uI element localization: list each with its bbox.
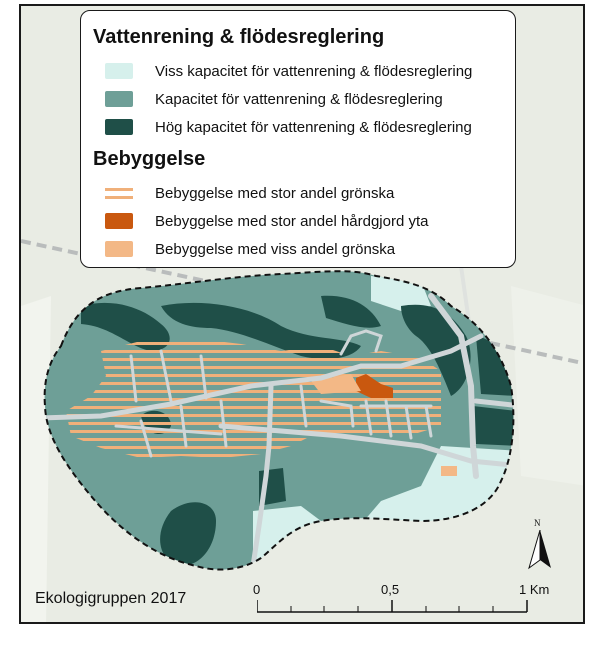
surrounding-field: [511, 286, 585, 486]
scale-label-half: 0,5: [381, 582, 400, 597]
legend-swatch: [105, 241, 133, 257]
legend-swatch-hatched: [105, 185, 133, 201]
legend-item-green-settlement: [93, 179, 505, 207]
legend-label: Hög kapacitet för vattenrening & flödesreglering: [155, 118, 472, 136]
north-arrow: [525, 518, 555, 574]
legend-title-water: Vattenrening & flödesreglering: [93, 26, 385, 48]
scale-label-0: 0: [253, 582, 261, 597]
legend-title-buildings: Bebyggelse: [93, 148, 206, 170]
legend-item-some-green: [93, 235, 505, 263]
north-label: N: [534, 518, 541, 528]
map-frame: [19, 4, 585, 624]
scale-bar: [253, 582, 557, 622]
legend-swatch: [105, 119, 133, 135]
surrounding-field: [21, 296, 51, 624]
legend-item-low-capacity: [93, 57, 505, 85]
legend-item-capacity: [93, 85, 505, 113]
map-legend: [80, 10, 516, 268]
credit-text: Ekologigruppen 2017: [35, 590, 187, 607]
legend-label: Viss kapacitet för vattenrening & flödesreglering: [155, 62, 473, 80]
north-arrow-icon: [525, 530, 555, 574]
legend-item-hard-surface: [93, 207, 505, 235]
legend-label: Kapacitet för vattenrening & flödesreglering: [155, 90, 443, 108]
legend-swatch: [105, 63, 133, 79]
settlement-some-green: [441, 466, 457, 476]
legend-swatch: [105, 213, 133, 229]
legend-label: Bebyggelse med viss andel grönska: [155, 240, 396, 258]
scale-label-1km: 1 Km: [519, 582, 550, 597]
legend-label: Bebyggelse med stor andel hårdgjord yta: [155, 212, 429, 230]
legend-swatch: [105, 91, 133, 107]
legend-item-high-capacity: [93, 113, 505, 141]
legend-label: Bebyggelse med stor andel grönska: [155, 184, 395, 202]
scale-bar-graphic: [257, 582, 557, 622]
